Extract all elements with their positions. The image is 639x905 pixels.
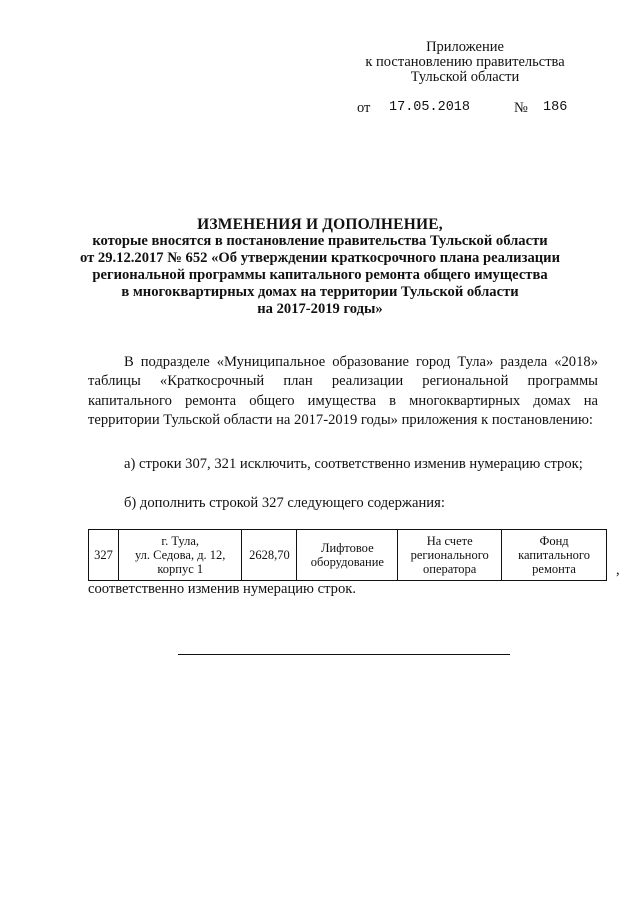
title-line-4: региональной программы капитального ремонта общего имущества xyxy=(92,267,548,283)
cell-fund: Фонд капитального ремонта xyxy=(502,530,607,581)
cell-address: г. Тула, ул. Седова, д. 12, корпус 1 xyxy=(118,530,242,581)
title-line-6: на 2017-2019 годы» xyxy=(257,301,383,317)
table-trailing-comma: , xyxy=(616,562,620,578)
title-line-5: в многоквартирных домах на территории Тульской области xyxy=(121,284,519,300)
table-row xyxy=(89,530,607,581)
appendix-line-2: к постановлению правительства xyxy=(365,54,565,70)
paragraph-1-text: В подразделе «Муниципальное образование город Тула» раздела «2018» таблицы «Краткосрочный план реализации региональной программы капитального ремонта общего имущества в многоквартирных домах на территории Тульской области на 2017-2019 годы» приложения к постановлению: xyxy=(88,354,598,429)
item-a-text: а) строки 307, 321 исключить, соответственно изменив нумерацию строк; xyxy=(124,456,583,472)
cell-account: На счете регионального оператора xyxy=(398,530,502,581)
cell-work-type: Лифтовое оборудование xyxy=(297,530,398,581)
item-b-text: б) дополнить строкой 327 следующего содержания: xyxy=(124,495,445,511)
decree-number: 186 xyxy=(543,100,568,115)
body-item-a xyxy=(88,455,598,474)
title-line-3: от 29.12.2017 № 652 «Об утверждении краткосрочного плана реализации xyxy=(80,250,560,266)
title-main: ИЗМЕНЕНИЯ И ДОПОЛНЕНИЕ, xyxy=(197,216,443,233)
appendix-line-1: Приложение xyxy=(426,39,504,55)
document-title xyxy=(60,216,580,318)
body-item-b xyxy=(88,494,634,513)
cell-row-number: 327 xyxy=(89,530,119,581)
appendix-header xyxy=(340,40,590,85)
cell-area: 2628,70 xyxy=(242,530,297,581)
closing-text: соответственно изменив нумерацию строк. xyxy=(88,581,356,597)
decree-number-sign: № xyxy=(514,100,528,116)
decree-from-label: от xyxy=(357,100,371,116)
title-line-2: которые вносятся в постановление правительства Тульской области xyxy=(92,233,548,249)
appendix-line-3: Тульской области xyxy=(410,69,520,85)
decree-date: 17.05.2018 xyxy=(389,100,471,115)
body-paragraph-1 xyxy=(88,353,598,431)
end-divider xyxy=(178,654,510,655)
added-row-table xyxy=(88,529,607,581)
